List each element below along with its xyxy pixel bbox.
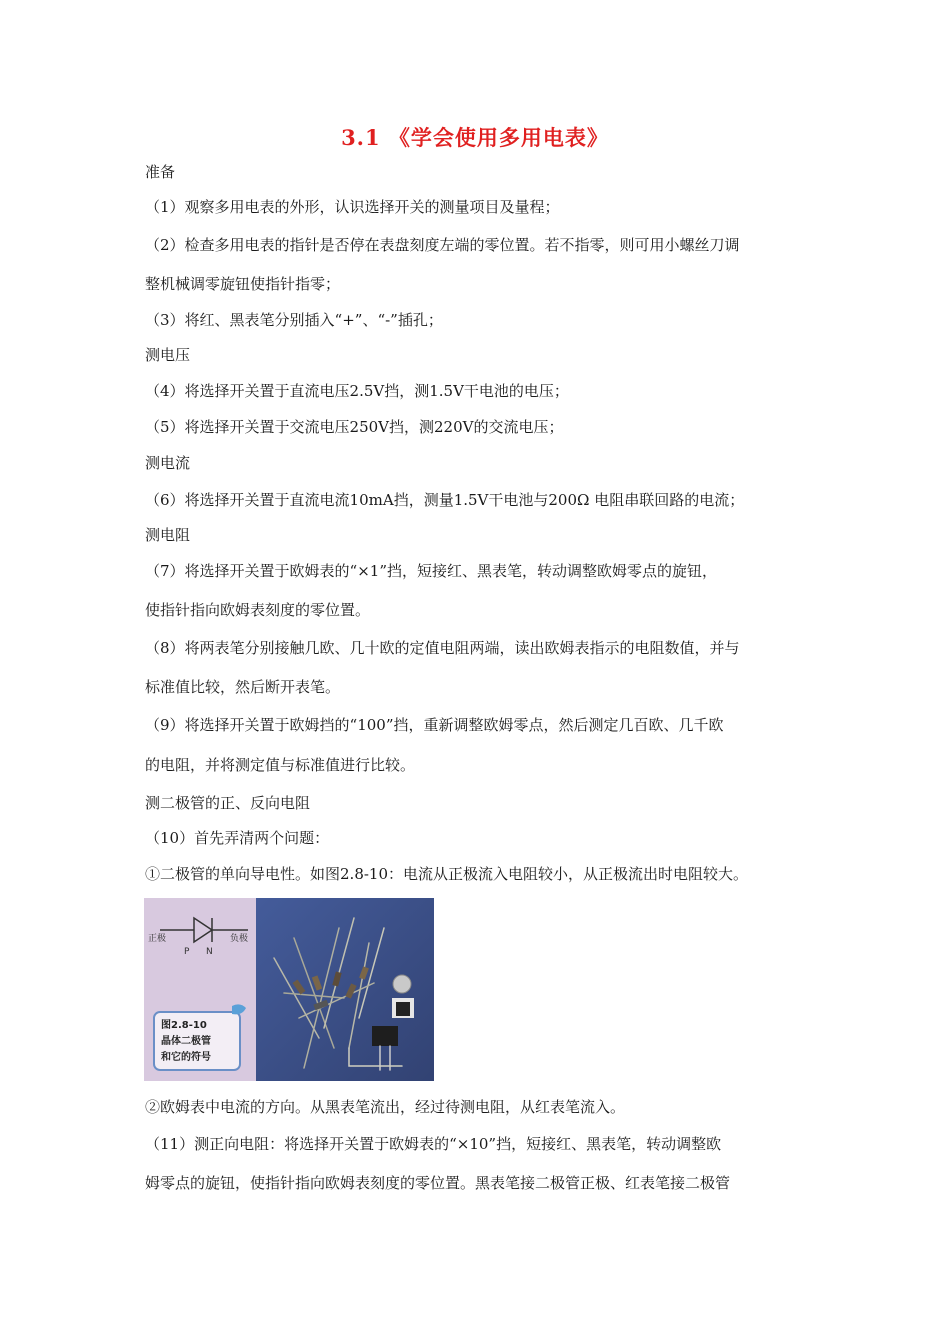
paragraph-line: ①二极管的单向导电性。如图2.8-10：电流从正极流入电阻较小，从正极流出时电阻较大。	[145, 865, 749, 883]
paragraph-line: （9）将选择开关置于欧姆挡的“100”挡，重新调整欧姆零点，然后测定几百欧、几千欧	[145, 716, 724, 734]
section-heading-current: 测电流	[145, 454, 191, 472]
paragraph-line: （8）将两表笔分别接触几欧、几十欧的定值电阻两端，读出欧姆表指示的电阻数值，并与	[145, 639, 740, 657]
paragraph-line: （2）检查多用电表的指针是否停在表盘刻度左端的零位置。若不指零，则可用小螺丝刀调	[145, 236, 740, 254]
paragraph-line: 标准值比较，然后断开表笔。	[145, 678, 341, 696]
section-heading-voltage: 测电压	[145, 346, 191, 364]
paragraph-line: （5）将选择开关置于交流电压250V挡，测220V的交流电压；	[145, 418, 564, 436]
paragraph-line: （10）首先弄清两个问题：	[145, 829, 330, 847]
section-heading-prep: 准备	[145, 163, 176, 181]
paragraph-line: 的电阻，并将测定值与标准值进行比较。	[145, 756, 416, 774]
caption-line-2: 晶体二极管	[161, 1036, 211, 1047]
paragraph-line: 姆零点的旋钮，使指针指向欧姆表刻度的零位置。黑表笔接二极管正极、红表笔接二极管	[145, 1174, 731, 1192]
caption-line-3: 和它的符号	[161, 1052, 211, 1063]
paragraph-line: （7）将选择开关置于欧姆表的“×1”挡，短接红、黑表笔，转动调整欧姆零点的旋钮，	[145, 562, 717, 580]
paragraph-line: 使指针指向欧姆表刻度的零位置。	[145, 601, 371, 619]
paragraph-line: （3）将红、黑表笔分别插入“+”、“-”插孔；	[145, 311, 443, 329]
section-heading-resistance: 测电阻	[145, 526, 191, 544]
diode-figure-illustration	[144, 898, 434, 1081]
paragraph-line: 整机械调零旋钮使指针指零；	[145, 275, 341, 293]
label-p: P	[184, 947, 190, 957]
page-title: 3.1 《学会使用多用电表》	[341, 125, 609, 150]
section-heading-diode: 测二极管的正、反向电阻	[145, 794, 311, 812]
paragraph-line: （6）将选择开关置于直流电流10mA挡，测量1.5V干电池与200Ω 电阻串联回路的电流；	[145, 491, 745, 509]
caption-line-1: 图2.8-10	[161, 1020, 207, 1031]
label-n: N	[206, 947, 213, 957]
paragraph-line: ②欧姆表中电流的方向。从黑表笔流出，经过待测电阻，从红表笔流入。	[145, 1098, 626, 1116]
label-negative: 负极	[230, 934, 249, 944]
diode-figure	[144, 898, 434, 1081]
paragraph-line: （4）将选择开关置于直流电压2.5V挡，测1.5V干电池的电压；	[145, 382, 569, 400]
label-positive: 正极	[148, 934, 167, 944]
paragraph-line: （11）测正向电阻：将选择开关置于欧姆表的“×10”挡，短接红、黑表笔，转动调整欧	[145, 1135, 722, 1153]
paragraph-line: （1）观察多用电表的外形，认识选择开关的测量项目及量程；	[145, 198, 560, 216]
